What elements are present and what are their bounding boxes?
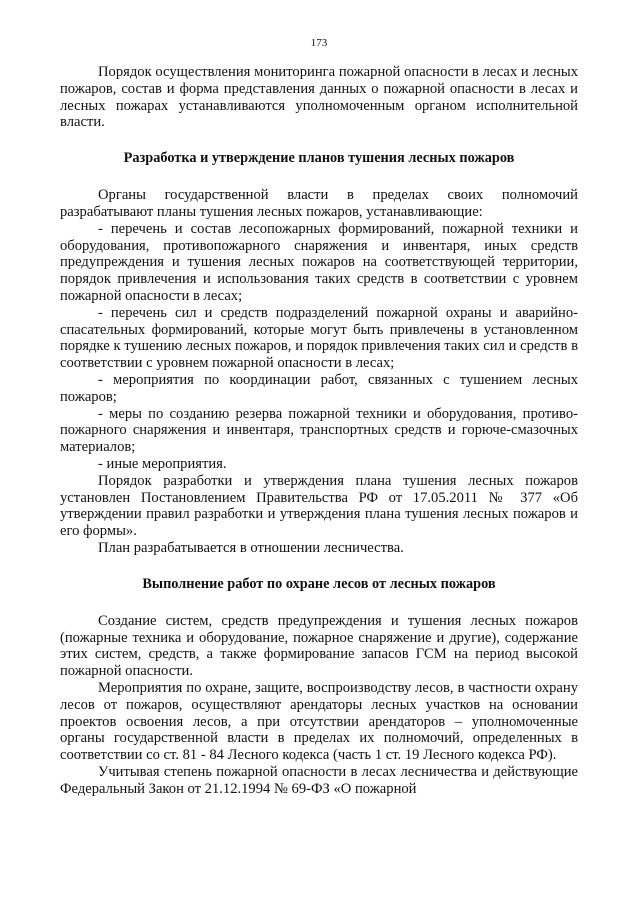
- document-page: [60, 36, 578, 797]
- list-item-forces: - перечень сил и средств подразделений пожарной охраны и аварийно-спасательных формирований, которые могут быть привлечены в установленном порядке к тушению лесных пожаров, и порядок привлечения таких сил и средств в соответствии с уровнем пожарной опасности в лесах;: [60, 304, 578, 372]
- page-number: 173: [310, 37, 328, 49]
- list-item-coordination: - мероприятия по координации работ, связанных с тушением лесных пожаров;: [60, 371, 578, 405]
- spacer: [60, 557, 578, 576]
- order-paragraph: Порядок разработки и утверждения плана тушения лесных пожаров установлен Постановлением Правительства РФ от 17.05.2011 № 377 «Об утверждении правил разработки и утверждения плана тушения лесных пожаров и его формы».: [60, 472, 578, 540]
- measures-paragraph: Мероприятия по охране, защите, воспроизводству лесов, в частности охрану лесов от пожаров, осуществляют арендаторы лесных участков на основании проектов освоения лесов, а при отсутствии арендаторов – уполномоченные органы государственной власти в пределах их полномочий, определенных в соответствии со ст. 81 - 84 Лесного кодекса (часть 1 ст. 19 Лесного кодекса РФ).: [60, 679, 578, 764]
- law-paragraph: Учитывая степень пожарной опасности в лесах лесничества и действующие Федеральный Закон от 21.12.1994 № 69-ФЗ «О пожарной: [60, 763, 578, 797]
- spacer: [60, 131, 578, 150]
- systems-paragraph: Создание систем, средств предупреждения и тушения лесных пожаров (пожарные техника и оборудование, пожарное снаряжение и другие), содержание этих систем, средств, а также формирование запасов ГСМ на период высокой пожарной опасности.: [60, 612, 578, 680]
- spacer: [60, 167, 578, 187]
- list-item-other: - иные мероприятия.: [98, 455, 227, 472]
- plan-paragraph: План разрабатывается в отношении лесничества.: [98, 539, 404, 556]
- section-heading-fire-protection: Выполнение работ по охране лесов от лесных пожаров: [142, 575, 496, 592]
- spacer: [60, 593, 578, 613]
- section-heading-fire-plans: Разработка и утверждение планов тушения лесных пожаров: [123, 150, 515, 167]
- plans-lead-paragraph: Органы государственной власти в пределах своих полномочий разрабатывают планы тушения лесных пожаров, устанавливающие:: [60, 187, 578, 220]
- list-item-reserve: - меры по созданию резерва пожарной техники и оборудования, противо-пожарного снаряжения и инвентаря, транспортных средств и горюче-смазочных материалов;: [60, 405, 578, 456]
- intro-paragraph: Порядок осуществления мониторинга пожарной опасности в лесах и лесных пожаров, состав и форма представления данных о пожарной опасности в лесах и лесных пожарах устанавливаются уполномоченным органом исполнительной власти.: [60, 64, 578, 131]
- list-item-formations: - перечень и состав лесопожарных формирований, пожарной техники и оборудования, противопожарного снаряжения и инвентаря, иных средств предупреждения и тушения лесных пожаров на соответствующей территории, порядок привлечения и использования таких средств в соответствии с уровнем пожарной опасности в лесах;: [60, 220, 578, 304]
